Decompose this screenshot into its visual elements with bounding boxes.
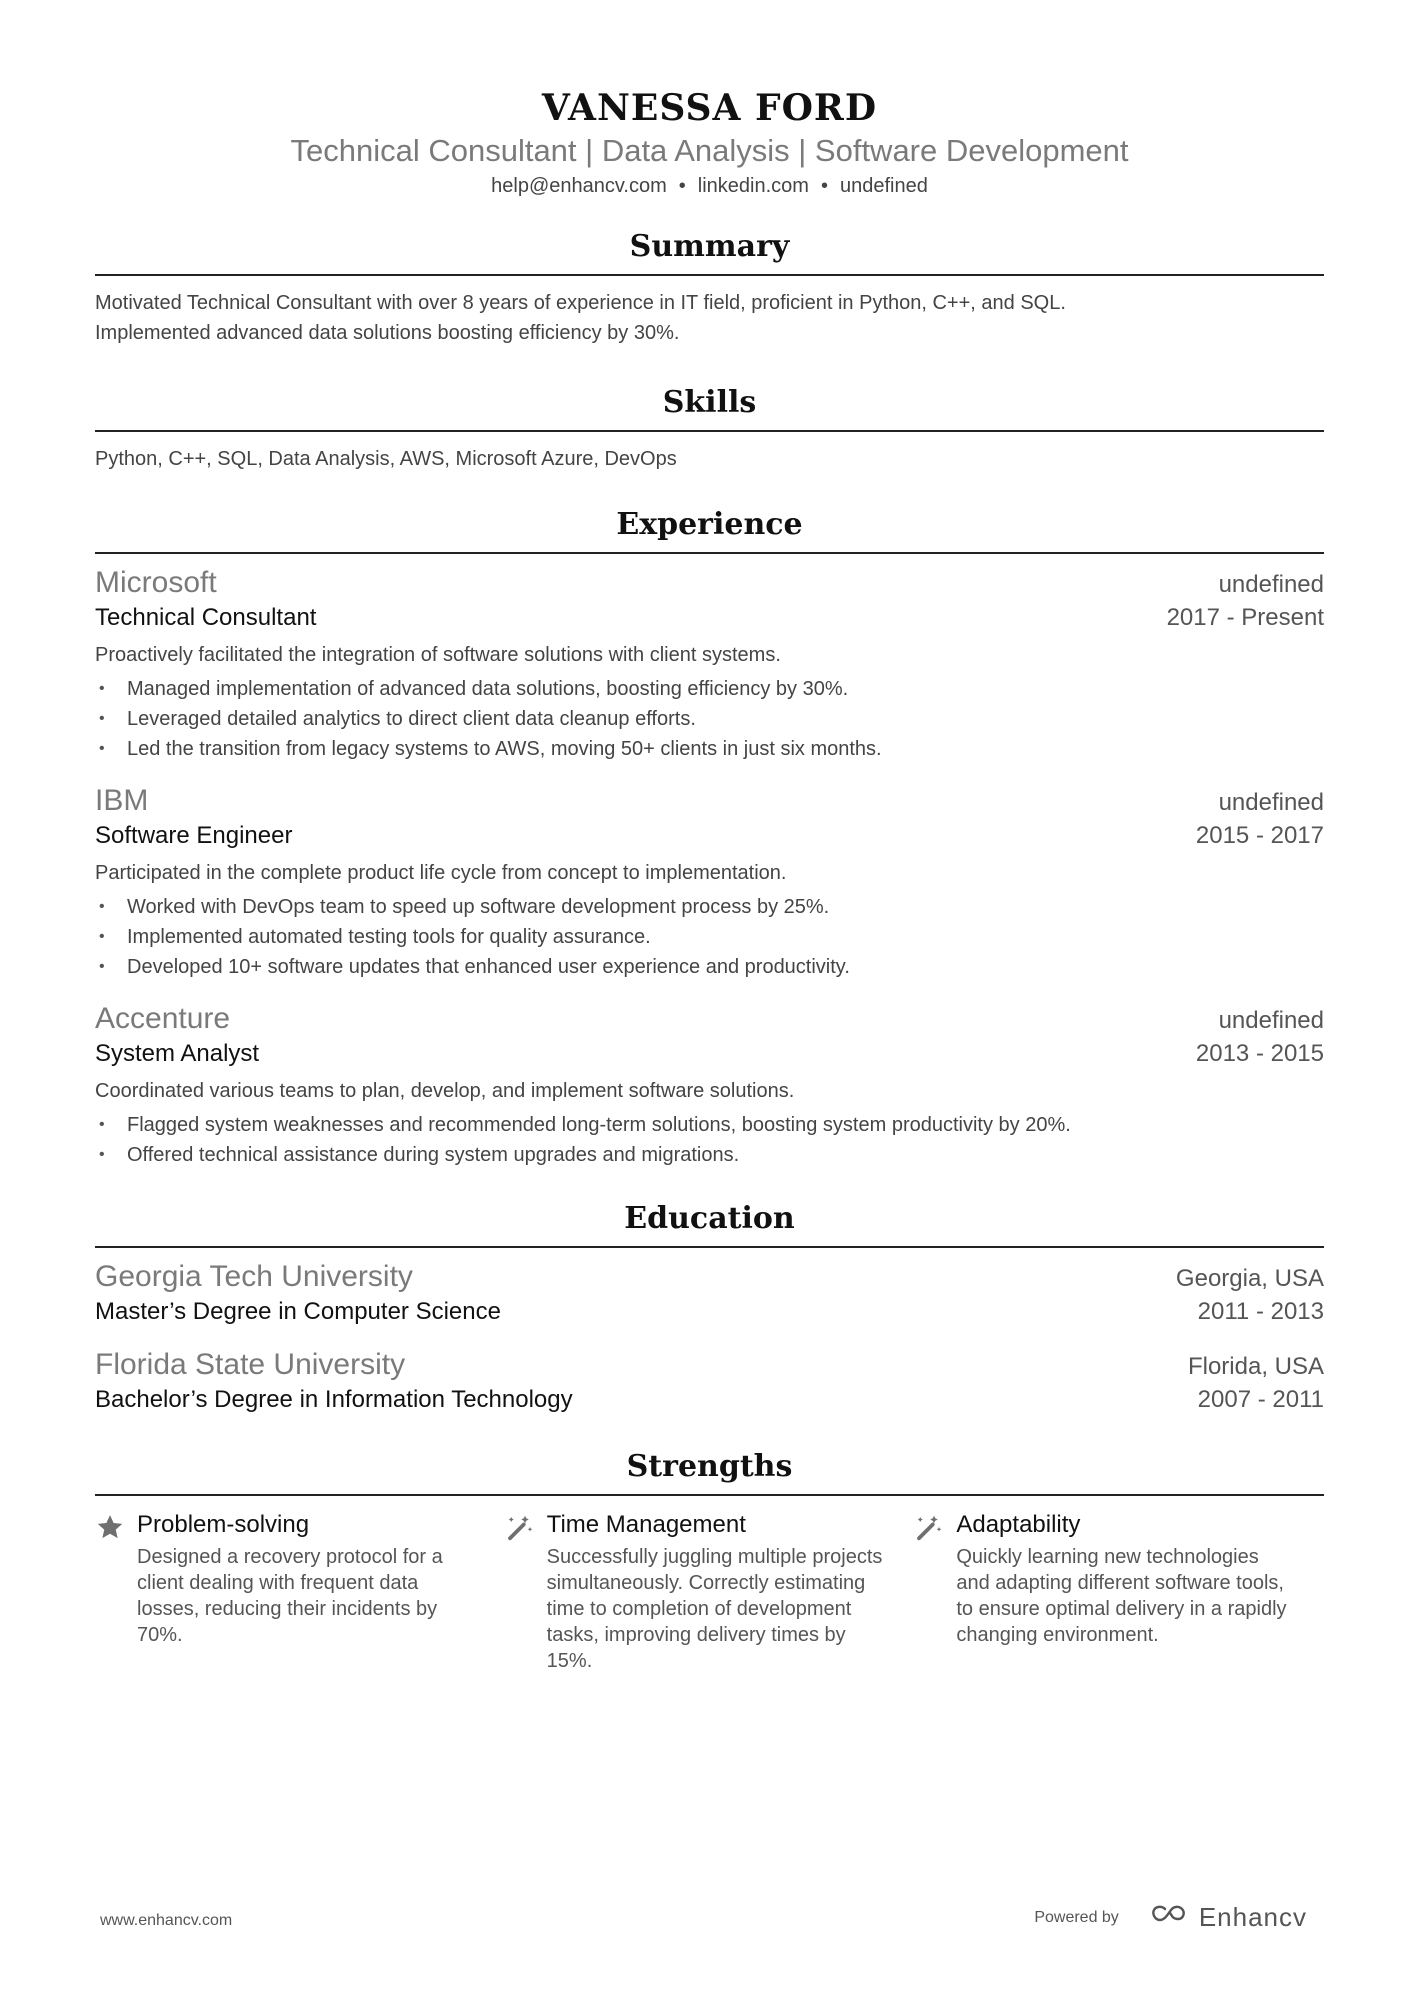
job-bullets xyxy=(95,674,1324,764)
experience-entry xyxy=(95,564,1324,764)
bullet-item xyxy=(95,704,1324,734)
separator-dot: • xyxy=(678,175,686,197)
bullet-icon: • xyxy=(99,898,105,915)
company-name: Microsoft xyxy=(95,566,217,599)
education-dates: 2007 - 2011 xyxy=(1197,1386,1324,1413)
summary-line: Motivated Technical Consultant with over 8 years of experience in IT field, proficient in Python, C++, and SQL. xyxy=(95,292,1066,314)
bullet-icon: • xyxy=(99,958,105,975)
bullet-text: Led the transition from legacy systems to AWS, moving 50+ clients in just six months. xyxy=(127,738,882,760)
strength-title: Problem-solving xyxy=(137,1511,310,1538)
strength-item xyxy=(914,1510,1324,1674)
bullet-icon: • xyxy=(99,928,105,945)
candidate-headline: Technical Consultant | Data Analysis | Software Development xyxy=(290,133,1129,168)
bullet-text: Offered technical assistance during system upgrades and migrations. xyxy=(127,1144,740,1166)
bullet-text: Managed implementation of advanced data solutions, boosting efficiency by 30%. xyxy=(127,678,849,700)
skills-text: Python, C++, SQL, Data Analysis, AWS, Microsoft Azure, DevOps xyxy=(95,448,677,470)
strengths-section xyxy=(95,1448,1324,1674)
bullet-text: Leveraged detailed analytics to direct client data cleanup efforts. xyxy=(127,708,696,730)
skills-section xyxy=(95,384,1324,474)
footer-website[interactable]: www.enhancv.com xyxy=(100,1912,233,1929)
job-bullets xyxy=(95,1110,1324,1170)
education-dates: 2011 - 2013 xyxy=(1197,1298,1324,1325)
separator-dot: • xyxy=(820,175,828,197)
school-name: Florida State University xyxy=(95,1348,406,1381)
education-section xyxy=(95,1200,1324,1416)
bullet-text: Worked with DevOps team to speed up software development process by 25%. xyxy=(127,896,830,918)
job-description: Participated in the complete product life cycle from concept to implementation. xyxy=(95,862,787,884)
job-dates: 2013 - 2015 xyxy=(1195,1040,1324,1067)
company-name: IBM xyxy=(95,784,149,817)
job-description: Coordinated various teams to plan, develop, and implement software solutions. xyxy=(95,1080,795,1102)
bullet-text: Flagged system weaknesses and recommended long-term solutions, boosting system productivity by 20%. xyxy=(127,1114,1071,1136)
section-title-education: Education xyxy=(95,1200,1324,1248)
strength-description: Designed a recovery protocol for a client dealing with frequent data losses, reducing their incidents by 70%. xyxy=(137,1546,443,1646)
job-title: System Analyst xyxy=(95,1040,260,1067)
job-title: Software Engineer xyxy=(95,822,293,849)
bullet-item xyxy=(95,892,1324,922)
star-icon xyxy=(95,1510,137,1674)
summary-section xyxy=(95,228,1324,348)
bullet-text: Developed 10+ software updates that enhanced user experience and productivity. xyxy=(127,956,850,978)
section-title-summary: Summary xyxy=(95,228,1324,276)
bullet-item xyxy=(95,734,1324,764)
summary-line: Implemented advanced data solutions boosting efficiency by 30%. xyxy=(95,322,680,344)
bullet-icon: • xyxy=(99,740,105,757)
company-name: Accenture xyxy=(95,1002,231,1035)
bullet-icon: • xyxy=(99,1116,105,1133)
job-bullets xyxy=(95,892,1324,982)
job-description: Proactively facilitated the integration of software solutions with client systems. xyxy=(95,644,781,666)
company-location: undefined xyxy=(1218,1007,1324,1034)
contact-linkedin[interactable]: linkedin.com xyxy=(697,175,809,197)
bullet-item xyxy=(95,922,1324,952)
bullet-item xyxy=(95,674,1324,704)
magic-wand-icon xyxy=(914,1510,956,1674)
bullet-item xyxy=(95,1110,1324,1140)
bullet-icon: • xyxy=(99,710,105,727)
experience-entry xyxy=(95,782,1324,982)
resume-page xyxy=(95,0,1324,1674)
footer-branding xyxy=(1034,1902,1307,1933)
strengths-grid xyxy=(95,1510,1324,1674)
school-location: Florida, USA xyxy=(1187,1353,1324,1380)
contact-email[interactable]: help@enhancv.com xyxy=(491,175,667,197)
experience-entry xyxy=(95,1000,1324,1170)
summary-text xyxy=(95,288,1324,348)
enhancv-logo-icon xyxy=(1145,1903,1191,1932)
degree-title: Bachelor’s Degree in Information Technology xyxy=(95,1386,573,1413)
job-dates: 2015 - 2017 xyxy=(1195,822,1324,849)
job-title: Technical Consultant xyxy=(95,604,317,631)
strength-item xyxy=(505,1510,915,1674)
job-dates: 2017 - Present xyxy=(1166,604,1324,631)
education-entry xyxy=(95,1258,1324,1328)
powered-by-label: Powered by xyxy=(1034,1908,1119,1926)
bullet-text: Implemented automated testing tools for quality assurance. xyxy=(127,926,651,948)
strength-description: Quickly learning new technologies and adapting different software tools, to ensure optimal delivery in a rapidly changing environment. xyxy=(956,1546,1287,1646)
candidate-name: VANESSA FORD xyxy=(541,87,878,129)
section-title-strengths: Strengths xyxy=(95,1448,1324,1496)
brand-name: Enhancv xyxy=(1198,1902,1307,1932)
bullet-icon: • xyxy=(99,680,105,697)
section-title-experience: Experience xyxy=(95,506,1324,554)
strength-description: Successfully juggling multiple projects simultaneously. Correctly estimating time to completion of development tasks, improving delivery times by 15%. xyxy=(546,1546,883,1672)
school-name: Georgia Tech University xyxy=(95,1260,413,1293)
section-title-skills: Skills xyxy=(95,384,1324,432)
contact-location: undefined xyxy=(839,175,928,197)
company-location: undefined xyxy=(1218,571,1324,598)
school-location: Georgia, USA xyxy=(1175,1265,1324,1292)
strength-title: Adaptability xyxy=(956,1511,1081,1538)
contact-line xyxy=(95,174,1324,198)
bullet-item xyxy=(95,1140,1324,1170)
education-entry xyxy=(95,1346,1324,1416)
experience-section xyxy=(95,506,1324,1170)
degree-title: Master’s Degree in Computer Science xyxy=(95,1298,501,1325)
strength-item xyxy=(95,1510,505,1674)
company-location: undefined xyxy=(1218,789,1324,816)
strength-title: Time Management xyxy=(546,1511,746,1538)
bullet-item xyxy=(95,952,1324,982)
bullet-icon: • xyxy=(99,1146,105,1163)
magic-wand-icon xyxy=(505,1510,547,1674)
